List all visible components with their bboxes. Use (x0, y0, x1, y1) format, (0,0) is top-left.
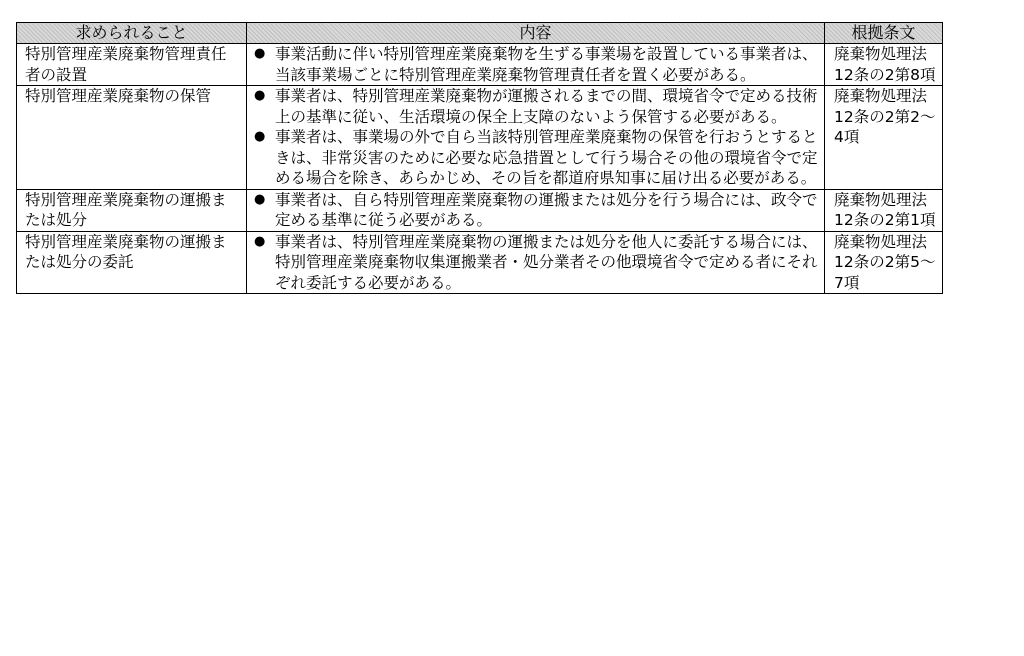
basis-text: 廃棄物処理法12条の2第5～7項 (834, 232, 936, 292)
requirements-table (16, 22, 943, 294)
basis-cell (825, 44, 943, 86)
list-item (252, 232, 819, 294)
table-row (17, 189, 943, 231)
table-row (17, 86, 943, 190)
content-cell (247, 189, 825, 231)
basis-text: 廃棄物処理法12条の2第1項 (834, 190, 936, 229)
point-text: 事業者は、特別管理産業廃棄物が運搬されるまでの間、環境省令で定める技術上の基準に従い、生活環境の保全上支障のないよう保管する必要がある。 (275, 87, 818, 126)
bullet-icon: ● (254, 191, 266, 207)
list-item (252, 44, 819, 85)
basis-cell (825, 231, 943, 294)
requirement-text: 特別管理産業廃棄物の保管 (25, 87, 212, 105)
basis-cell (825, 86, 943, 190)
header-content: 内容 (247, 23, 825, 44)
header-basis: 根拠条文 (825, 23, 943, 44)
point-text: 事業活動に伴い特別管理産業廃棄物を生ずる事業場を設置している事業者は、当該事業場ごとに特別管理産業廃棄物管理責任者を置く必要がある。 (275, 45, 818, 84)
point-text: 事業者は、事業場の外で自ら当該特別管理産業廃棄物の保管を行おうとするときは、非常災害のために必要な応急措置として行う場合その他の環境省令で定める場合を除き、あらかじめ、その旨を都道府県知事に届け出る必要がある。 (275, 128, 818, 187)
header-row (17, 23, 943, 44)
basis-cell (825, 189, 943, 231)
basis-text: 廃棄物処理法12条の2第2～4項 (834, 87, 936, 146)
point-text: 事業者は、特別管理産業廃棄物の運搬または処分を他人に委託する場合には、特別管理産業廃棄物収集運搬業者・処分業者その他環境省令で定める者にそれぞれ委託する必要がある。 (275, 232, 818, 292)
table-row (17, 44, 943, 86)
content-list (252, 86, 819, 189)
bullet-icon: ● (254, 233, 266, 249)
content-list (252, 44, 819, 85)
point-text: 事業者は、自ら特別管理産業廃棄物の運搬または処分を行う場合には、政令で定める基準に従う必要がある。 (275, 190, 818, 229)
requirement-cell (17, 189, 247, 231)
list-item (252, 86, 819, 127)
content-cell (247, 231, 825, 294)
header-requirement: 求められること (17, 23, 247, 44)
bullet-icon: ● (254, 46, 266, 61)
list-item (252, 190, 819, 231)
basis-text: 廃棄物処理法12条の2第8項 (834, 45, 936, 84)
requirement-text: 特別管理産業廃棄物の運搬または処分の委託 (25, 232, 227, 271)
bullet-icon: ● (254, 129, 266, 144)
requirement-cell (17, 86, 247, 190)
content-list (252, 232, 819, 294)
requirement-text: 特別管理産業廃棄物管理責任者の設置 (25, 45, 227, 84)
content-list (252, 190, 819, 231)
list-item (252, 127, 819, 189)
requirement-cell (17, 44, 247, 86)
content-cell (247, 86, 825, 190)
requirement-text: 特別管理産業廃棄物の運搬または処分 (25, 190, 227, 229)
content-cell (247, 44, 825, 86)
bullet-icon: ● (254, 88, 266, 103)
table-row (17, 231, 943, 294)
requirements-table-wrapper (16, 22, 942, 294)
requirement-cell (17, 231, 247, 294)
